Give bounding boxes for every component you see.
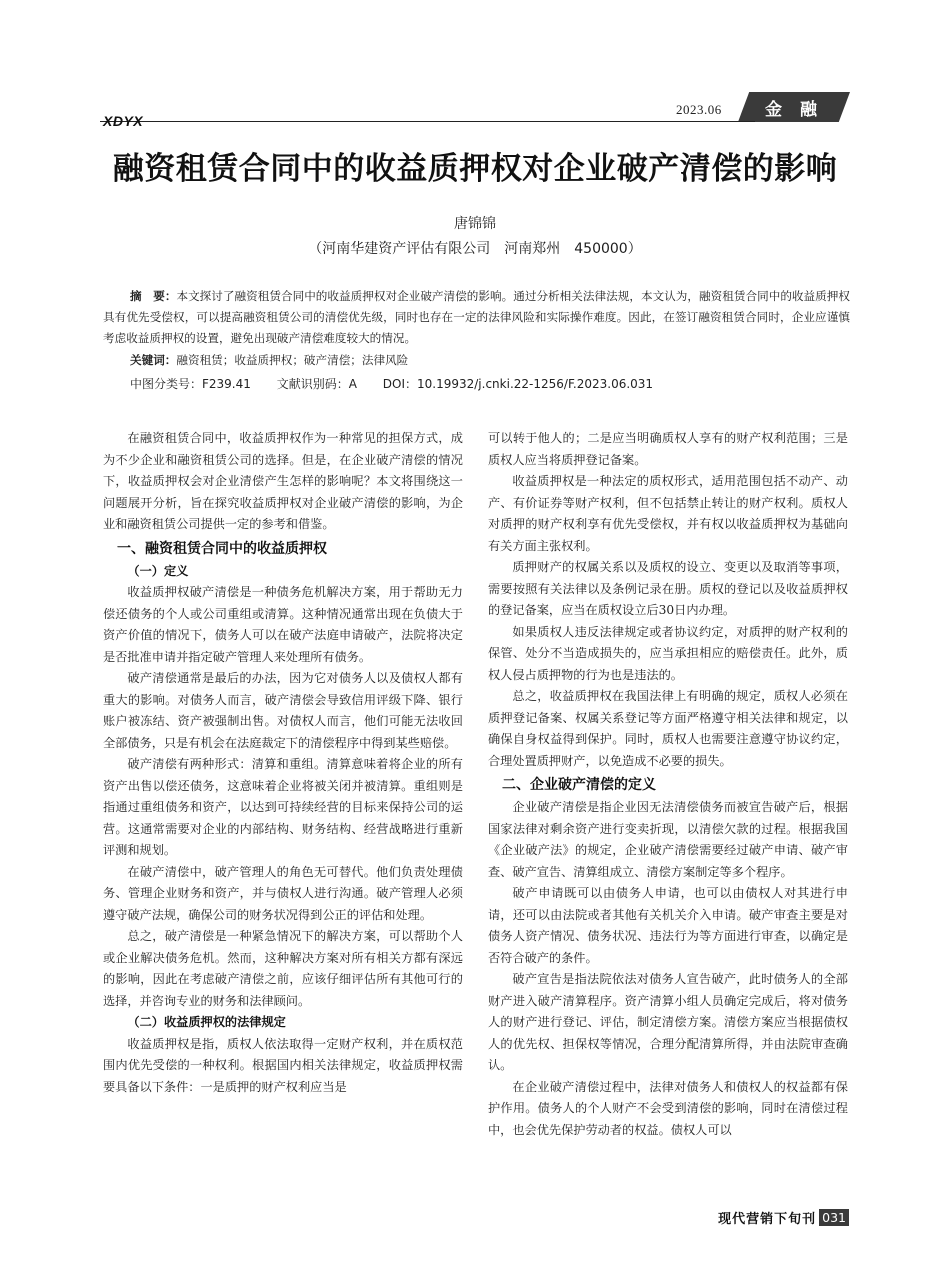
abstract-label: 摘 要： (130, 289, 177, 303)
keywords-text: 融资租赁；收益质押权；破产清偿；法律风险 (176, 353, 409, 367)
paragraph: 破产清偿通常是最后的办法，因为它对债务人以及债权人都有重大的影响。对债务人而言，破产清偿会导致信用评级下降、银行账户被冻结、资产被强制出售。对债权人而言，他们可能无法收回全部债务，只是有机会在法庭裁定下的清偿程序中得到某些赔偿。 (103, 671, 463, 750)
paragraph: 破产清偿有两种形式：清算和重组。清算意味着将企业的所有资产出售以偿还债务，这意味着企业将被关闭并被清算。重组则是指通过重组债务和资产，以达到可持续经营的目标来保持公司的运营。这通常需要对企业的内部结构、财务结构、经营战略进行重新评测和规划。 (103, 757, 463, 857)
clc-number: 中图分类号：F239.41 (130, 377, 251, 391)
document-code: 文献识别码：A (276, 377, 357, 391)
article-title: 融资租赁合同中的收益质押权对企业破产清偿的影响 (112, 151, 838, 187)
paragraph: 收益质押权破产清偿是一种债务危机解决方案，用于帮助无力偿还债务的个人或公司重组或清算。这种情况通常出现在负债大于资产价值的情况下，债务人可以在破产法庭申请破产，法院将决定是否批准申请并指定破产管理人来处理所有债务。 (103, 585, 463, 664)
journal-abbreviation: XDYX (103, 113, 144, 129)
author-affiliation: （河南华建资产评估有限公司 河南郑州 450000） (308, 241, 642, 257)
page-footer (718, 1208, 849, 1227)
paragraph: 收益质押权是一种法定的质权形式，适用范围包括不动产、动产、有价证券等财产权利，但不包括禁止转让的财产权利。质权人对质押的财产权利享有优先受偿权，并有权以收益质押权为基础向有关方面主张权利。 (488, 474, 848, 553)
paragraph: 企业破产清偿是指企业因无法清偿债务而被宣告破产后，根据国家法律对剩余资产进行变卖折现，以清偿欠款的过程。根据我国《企业破产法》的规定，企业破产清偿需要经过破产申请、破产审查、破产宣告、清算组成立、清偿方案制定等多个程序。 (488, 800, 848, 879)
body-column-right (488, 428, 848, 1141)
doi: DOI：10.19932/j.cnki.22-1256/F.2023.06.031 (382, 377, 654, 391)
paragraph: 可以转于他人的；二是应当明确质权人享有的财产权利范围；三是质权人应当将质押登记备案。 (488, 431, 848, 467)
keywords-label: 关键词： (130, 353, 177, 367)
author-name: 唐锦锦 (454, 216, 496, 232)
keywords (130, 352, 408, 368)
body-column-left (103, 428, 463, 1098)
classification-line (130, 375, 675, 392)
paragraph: 破产宣告是指法院依法对债务人宣告破产，此时债务人的全部财产进入破产清算程序。资产清算小组人员确定完成后，将对债务人的财产进行登记、评估，制定清偿方案。清偿方案应当根据债权人的优先权、担保权等情况，合理分配清算所得，并由法院审查确认。 (488, 972, 848, 1072)
header-rule (100, 121, 755, 122)
issue-date: 2023.06 (676, 102, 722, 117)
abstract-text: 本文探讨了融资租赁合同中的收益质押权对企业破产清偿的影响。通过分析相关法律法规，本文认为，融资租赁合同中的收益质押权具有优先受偿权，可以提高融资租赁公司的清偿优先级，同时也存在一定的法律风险和实际操作难度。因此，在签订融资租赁合同时，企业应谨慎考虑收益质押权的设置，避免出现破产清偿难度较大的情况。 (103, 289, 850, 345)
abstract (103, 286, 850, 349)
journal-name: 现代营销下旬刊 (718, 1212, 817, 1227)
section-heading-2: 二、企业破产清偿的定义 (502, 777, 656, 793)
paragraph: 质押财产的权属关系以及质权的设立、变更以及取消等事项，需要按照有关法律以及条例记录在册。质权的登记以及收益质押权的登记备案，应当在质权设立后30日内办理。 (488, 560, 848, 617)
paragraph: 如果质权人违反法律规定或者协议约定，对质押的财产权利的保管、处分不当造成损失的，应当承担相应的赔偿责任。此外，质权人侵占质押物的行为也是违法的。 (488, 624, 848, 682)
page-number: 031 (819, 1209, 849, 1226)
paragraph: 总之，收益质押权在我国法律上有明确的规定，质权人必须在质押登记备案、权属关系登记等方面严格遵守相关法律和规定，以确保自身权益得到保护。同时，质权人也需要注意遵守协议约定，合理处置质押财产，以免造成不必要的损失。 (488, 689, 848, 768)
section-label: 金 融 (765, 100, 823, 120)
paragraph: 破产申请既可以由债务人申请，也可以由债权人对其进行申请，还可以由法院或者其他有关机关介入申请。破产审查主要是对债务人资产情况、债务状况、违法行为等方面进行审查，以确定是否符合破产的条件。 (488, 886, 848, 965)
paragraph: 在企业破产清偿过程中，法律对债务人和债权人的权益都有保护作用。债务人的个人财产不会受到清偿的影响，同时在清偿过程中，也会优先保护劳动者的权益。债权人可以 (488, 1079, 848, 1137)
paragraph: 在融资租赁合同中，收益质押权作为一种常见的担保方式，成为不少企业和融资租赁公司的选择。但是，在企业破产清偿的情况下，收益质押权会对企业清偿产生怎样的影响呢？本文将围绕这一问题展开分析，旨在探究收益质押权对企业破产清偿的影响，为企业和融资租赁公司提供一定的参考和借鉴。 (103, 431, 463, 531)
paragraph: 收益质押权是指，质权人依法取得一定财产权利，并在质权范围内优先受偿的一种权利。根据国内相关法律规定，收益质押权需要具备以下条件：一是质押的财产权利应当是 (103, 1036, 463, 1094)
paragraph: 总之，破产清偿是一种紧急情况下的解决方案，可以帮助个人或企业解决债务危机。然而，这种解决方案对所有相关方都有深远的影响，因此在考虑破产清偿之前，应该仔细评估所有其他可行的选择，并咨询专业的财务和法律顾问。 (103, 929, 463, 1008)
section-heading-1: 一、融资租赁合同中的收益质押权 (117, 540, 327, 557)
subsection-heading-1-2: （二）收益质押权的法律规定 (127, 1015, 286, 1029)
subsection-heading-1-1: （一）定义 (127, 563, 189, 578)
paragraph: 在破产清偿中，破产管理人的角色无可替代。他们负责处理债务、管理企业财务和资产，并与债权人进行沟通。破产管理人必须遵守破产法规，确保公司的财务状况得到公正的评估和处理。 (103, 864, 463, 922)
